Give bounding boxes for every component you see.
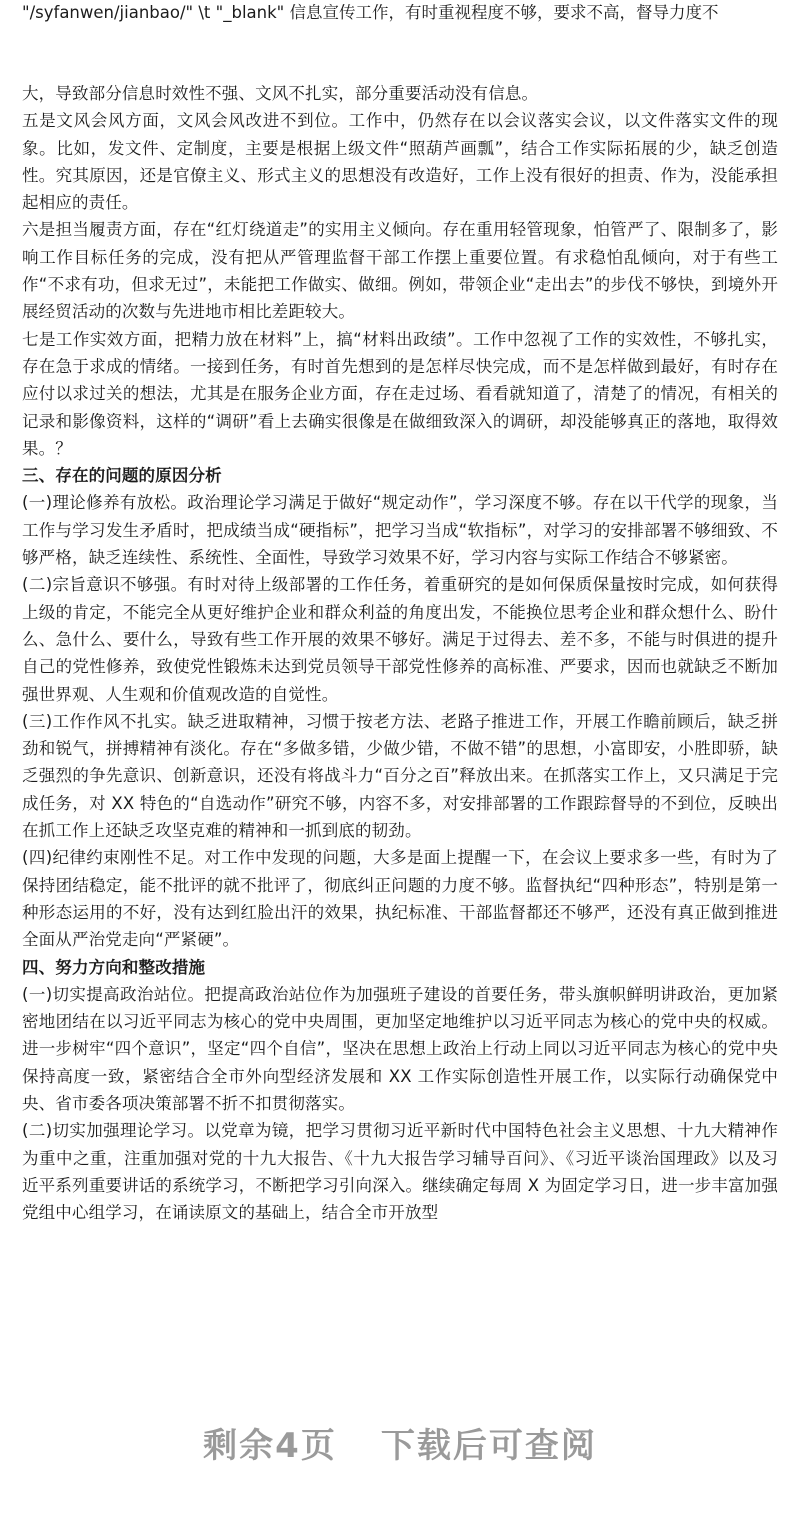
paragraph-10: (二)切实加强理论学习。以党章为镜，把学习贯彻习近平新时代中国特色社会主义思想、十九大精神作为重中之重，注重加强对党的十九大报告、《十九大报告学习辅导百问》、《习近平谈治国理政》以及习近平系列重要讲话的系统学习，不断把学习引向深入。继续确定每周 X 为固定学习日，进一步丰富加强党组中心组学习，在诵读原文的基础上，结合全市开放型 [22,1121,778,1223]
section-heading-3: 三、存在的问题的原因分析 [22,466,222,486]
paragraph-3: 六是担当履责方面，存在“红灯绕道走”的实用主义倾向。存在重用轻管现象，怕管严了、限制多了，影响工作目标任务的完成，没有把从严管理监督干部工作摆上重要位置。有求稳怕乱倾向，对于有些工作“不求有功，但求无过”，未能把工作做实、做细。例如，带领企业“走出去”的步伐不够快，到境外开展经贸活动的次数与先进地市相比差距较大。 [22,220,778,322]
paragraph-2: 五是文风会风方面，文风会风改进不到位。工作中，仍然存在以会议落实会议，以文件落实文件的现象。比如，发文件、定制度，主要是根据上级文件“照葫芦画瓢”，结合工作实际拓展的少，缺乏创造性。究其原因，还是官僚主义、形式主义的思想没有改造好，工作上没有很好的担责、作为，没能承担起相应的责任。 [22,111,778,213]
paragraph-8: (四)纪律约束刚性不足。对工作中发现的问题，大多是面上提醒一下，在会议上要求多一些，有时为了保持团结稳定，能不批评的就不批评了，彻底纠正问题的力度不够。监督执纪“四种形态”，特别是第一种形态运用的不好，没有达到红脸出汗的效果，执纪标准、干部监督都还不够严，还没有真正做到推进全面从严治党走向“严紧硬”。 [22,848,778,950]
paragraph-4: 七是工作实效方面，把精力放在材料”上，搞“材料出政绩”。工作中忽视了工作的实效性，不够扎实，存在急于求成的情绪。一接到任务，有时首先想到的是怎样尽快完成，而不是怎样做到最好，有时存在应付以求过关的想法，尤其是在服务企业方面，存在走过场、看看就知道了，清楚了的情况，有相关的记录和影像资料，这样的“调研”看上去确实很像是在做细致深入的调研，却没能够真正的落地，取得效果。？ [22,329,778,458]
paragraph-6: (二)宗旨意识不够强。有时对待上级部署的工作任务，着重研究的是如何保质保量按时完成，如何获得上级的肯定，不能完全从更好维护企业和群众利益的角度出发，不能换位思考企业和群众想什么、盼什么、急什么、要什么，导致有些工作开展的效果不够好。满足于过得去、差不多，不能与时俱进的提升自己的党性修养，致使党性锻炼未达到党员领导干部党性修养的高标准、严要求，因而也就缺乏不断加强世界观、人生观和价值观改造的自觉性。 [22,575,778,704]
paragraph-7: (三)工作作风不扎实。缺乏进取精神，习惯于按老方法、老路子推进工作，开展工作瞻前顾后，缺乏拼劲和锐气，拼搏精神有淡化。存在“多做多错，少做少错，不做不错”的思想，小富即安，小胜即骄，缺乏强烈的争先意识、创新意识，还没有将战斗力“百分之百”释放出来。在抓落实工作上，又只满足于完成任务，对 XX 特色的“自选动作”研究不够，内容不多，对安排部署的工作跟踪督导的不到位，反映出在抓工作上还缺乏攻坚克难的精神和一抓到底的韧劲。 [22,711,778,841]
paragraph-9: (一)切实提高政治站位。把提高政治站位作为加强班子建设的首要任务，带头旗帜鲜明讲政治，更加紧密地团结在以习近平同志为核心的党中央周围，更加坚定地维护以习近平同志为核心的党中央的权威。进一步树牢“四个意识”，坚定“四个自信”，坚决在思想上政治上行动上同以习近平同志为核心的党中央保持高度一致，紧密结合全市外向型经济发展和 XX 工作实际创造性开展工作，以实际行动确保党中央、省市委各项决策部署不折不扣贯彻落实。 [22,984,778,1113]
document-body [22,80,778,1226]
paragraph-5: (一)理论修养有放松。政治理论学习满足于做好“规定动作”，学习深度不够。存在以干代学的现象，当工作与学习发生矛盾时，把成绩当成“硬指标”，把学习当成“软指标”，对学习的安排部署不够细致、不够严格，缺乏连续性、系统性、全面性，导致学习效果不好，学习内容与实际工作结合不够紧密。 [22,493,778,568]
document-top-line: "/syfanwen/jianbao/" \t "_blank" 信息宣传工作，有时重视程度不够，要求不高，督导力度不 [22,3,719,22]
section-heading-4: 四、努力方向和整改措施 [22,957,206,977]
download-to-view-text: 下载后可查阅 [380,1426,597,1466]
paragraph-1: 大，导致部分信息时效性不强、文风不扎实，部分重要活动没有信息。 [22,84,539,103]
remaining-pages-text: 剩余4页 [203,1426,337,1466]
remaining-pages-banner[interactable] [0,1418,800,1467]
